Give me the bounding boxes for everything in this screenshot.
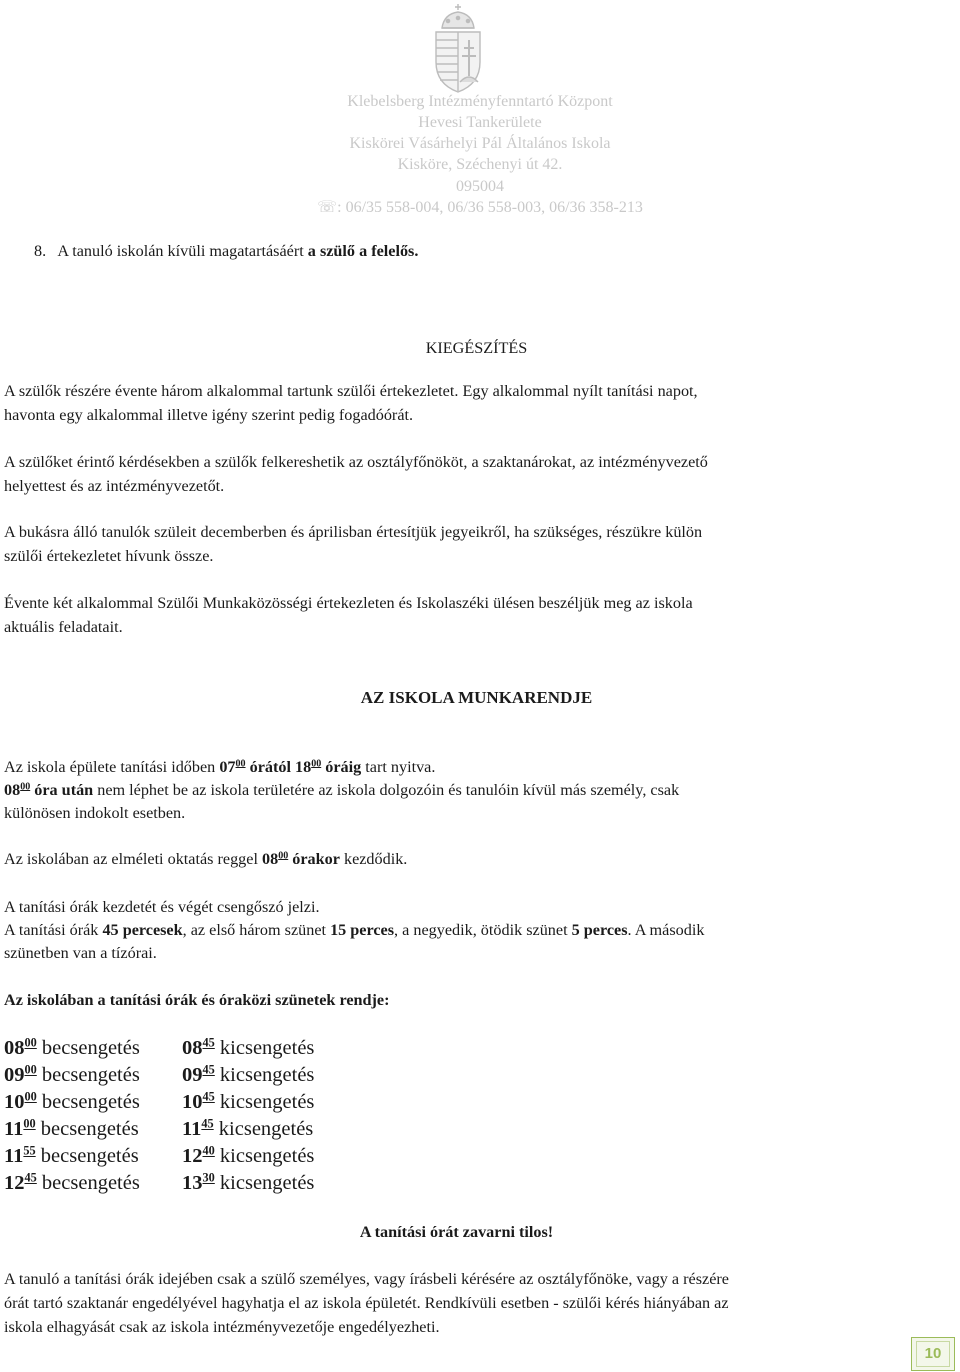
schedule-out-minute: 45 (202, 1089, 215, 1104)
header-line-6: ☏: 06/35 558-004, 06/36 558-003, 06/36 358-213 (317, 199, 643, 216)
schedule-out (182, 1089, 314, 1116)
theory-m: 00 (278, 850, 289, 862)
schedule-in (4, 1116, 139, 1143)
schedule-in-label: becsengetés (40, 1145, 139, 1167)
schedule-out-label: kicsengetés (219, 1172, 315, 1194)
schedule-in (4, 1089, 140, 1116)
schedule-out-minute: 45 (201, 1116, 214, 1131)
schedule-out (182, 1143, 314, 1170)
schedule-in-label: becsengetés (40, 1118, 139, 1140)
after-hours-line2: különösen indokolt esetben. (4, 804, 186, 822)
schedule-in-hour: 08 (4, 1037, 25, 1059)
opening-w1: órától (245, 758, 295, 776)
supplement-p4-line2: aktuális feladatait. (4, 618, 123, 636)
schedule-in-label: becsengetés (41, 1091, 140, 1113)
supplement-p3-line2: szülői értekezletet hívunk össze. (4, 547, 214, 565)
item-8-number: 8. (34, 242, 47, 260)
header-line-4: Kisköre, Széchenyi út 42. (397, 156, 563, 173)
after-h: 08 (4, 781, 21, 799)
supplement-title: KIEGÉSZÍTÉS (425, 339, 528, 357)
schedule-row (4, 1170, 424, 1197)
forbidden-notice: A tanítási órát zavarni tilos! (359, 1223, 554, 1241)
schedule-out-label: kicsengetés (218, 1118, 314, 1140)
opening-hours (4, 756, 949, 780)
schedule-out-label: kicsengetés (219, 1091, 315, 1113)
item-8-bold: a szülő a felelős. (307, 242, 419, 260)
opening-post: tart nyitva. (361, 758, 436, 776)
theory-h: 08 (262, 850, 279, 868)
opening-w2: óráig (321, 758, 362, 776)
lesson-length-line2: szünetben van a tízórai. (4, 944, 157, 962)
after-hours-line1 (4, 779, 949, 803)
after-m: 00 (20, 781, 31, 793)
schedule-in-hour: 12 (4, 1172, 25, 1194)
schedule-in-hour: 11 (4, 1145, 24, 1167)
schedule-row (4, 1143, 424, 1170)
len-b3: 5 perces (571, 921, 628, 939)
schedule-out-hour: 08 (182, 1037, 203, 1059)
supplement-p2-line2: helyettest és az intézményvezetőt. (4, 477, 225, 495)
theory-bold: órakor (288, 850, 340, 868)
schedule-out-minute: 30 (202, 1170, 215, 1185)
lesson-length-line1 (4, 919, 949, 943)
schedule-row (4, 1116, 424, 1143)
page-number: 10 (911, 1337, 955, 1371)
opening-m1: 00 (235, 758, 246, 770)
leave-line1: A tanuló a tanítási órák idejében csak a szülő személyes, vagy írásbeli kérésére az osztályfőnöke, vagy a részére (4, 1270, 729, 1288)
schedule-out-label: kicsengetés (219, 1037, 315, 1059)
schedule-in-hour: 10 (4, 1091, 25, 1113)
theory-pre: Az iskolában az elméleti oktatás reggel (4, 850, 262, 868)
header-line-1: Klebelsberg Intézményfenntartó Központ (347, 93, 613, 110)
schedule-out (182, 1035, 314, 1062)
len-mid1: , az első három szünet (182, 921, 331, 939)
schedule-in-minute: 00 (24, 1089, 37, 1104)
bell-schedule (4, 1035, 424, 1197)
header-line-2: Hevesi Tankerülete (418, 114, 542, 131)
len-b2: 15 perces (330, 921, 395, 939)
schedule-row (4, 1089, 424, 1116)
schedule-in-label: becsengetés (41, 1037, 140, 1059)
schedule-out-label: kicsengetés (219, 1064, 315, 1086)
len-b1: 45 percesek (102, 921, 183, 939)
leave-line3: iskola elhagyását csak az iskola intézményvezetője engedélyezheti. (4, 1318, 440, 1336)
header-line-3: Kiskörei Vásárhelyi Pál Általános Iskola (349, 135, 611, 152)
supplement-p4-line1: Évente két alkalommal Szülői Munkaközösségi értekezleten és Iskolaszéki ülésen beszéljük meg az iskola (4, 594, 693, 612)
schedule-in-label: becsengetés (41, 1172, 140, 1194)
coat-of-arms-icon (424, 2, 492, 94)
schedule-row (4, 1035, 424, 1062)
schedule-in-hour: 11 (4, 1118, 24, 1140)
supplement-p3-line1: A bukásra álló tanulók szüleit decemberben és áprilisban értesítjük jegyeikről, ha szükséges, részükre külön (4, 523, 703, 541)
schedule-out-hour: 13 (182, 1172, 203, 1194)
opening-m2: 00 (311, 758, 322, 770)
item-8 (34, 240, 960, 264)
len-mid2: , a negyedik, ötödik szünet (394, 921, 572, 939)
schedule-out-minute: 45 (202, 1062, 215, 1077)
theory-start (4, 848, 949, 872)
schedule-in-minute: 00 (23, 1116, 36, 1131)
schedule-out-hour: 10 (182, 1091, 203, 1113)
schedule-in-minute: 00 (24, 1062, 37, 1077)
schedule-in (4, 1170, 140, 1197)
schedule-out (182, 1116, 313, 1143)
schedule-row (4, 1062, 424, 1089)
len-post: . A második (627, 921, 705, 939)
schedule-in-label: becsengetés (41, 1064, 140, 1086)
schedule-in-minute: 00 (24, 1035, 37, 1050)
bell-text: A tanítási órák kezdetét és végét csengőszó jelzi. (4, 898, 320, 916)
schedule-out-minute: 40 (202, 1143, 215, 1158)
opening-h1: 07 (219, 758, 236, 776)
theory-post: kezdődik. (339, 850, 408, 868)
schedule-in-minute: 45 (24, 1170, 37, 1185)
opening-pre: Az iskola épülete tanítási időben (4, 758, 220, 776)
schedule-out-minute: 45 (202, 1035, 215, 1050)
after-bold: óra után (30, 781, 94, 799)
schedule-out-hour: 12 (182, 1145, 203, 1167)
schedule-in-minute: 55 (23, 1143, 36, 1158)
schedule-out-hour: 09 (182, 1064, 203, 1086)
schedule-out (182, 1170, 314, 1197)
schedule-out (182, 1062, 314, 1089)
order-title: AZ ISKOLA MUNKARENDJE (360, 688, 593, 707)
schedule-out-hour: 11 (182, 1118, 202, 1140)
supplement-p1-line2: havonta egy alkalommal illetve igény szerint pedig fogadóórát. (4, 406, 414, 424)
supplement-p2-line1: A szülőket érintő kérdésekben a szülők felkereshetik az osztályfőnököt, a szaktanárokat, az intézményvezető (4, 453, 708, 471)
schedule-title: Az iskolában a tanítási órák és óraközi szünetek rendje: (4, 991, 390, 1009)
leave-line2: órát tartó szaktanár engedélyével hagyhatja el az iskola épületét. Rendkívüli esetben - szülői kérés hiányában az (4, 1294, 729, 1312)
schedule-in (4, 1062, 140, 1089)
schedule-in (4, 1035, 140, 1062)
schedule-out-label: kicsengetés (219, 1145, 315, 1167)
opening-h2: 18 (295, 758, 312, 776)
supplement-p1-line1: A szülők részére évente három alkalommal tartunk szülői értekezletet. Egy alkalommal nyílt tanítási napot, (4, 382, 698, 400)
after-rest: nem léphet be az iskola területére az iskola dolgozóin és tanulóin kívül más személy, csak (93, 781, 680, 799)
len-pre: A tanítási órák (4, 921, 103, 939)
header-line-5: 095004 (456, 178, 504, 195)
schedule-in-hour: 09 (4, 1064, 25, 1086)
item-8-text: A tanuló iskolán kívüli magatartásáért (57, 242, 308, 260)
schedule-in (4, 1143, 139, 1170)
